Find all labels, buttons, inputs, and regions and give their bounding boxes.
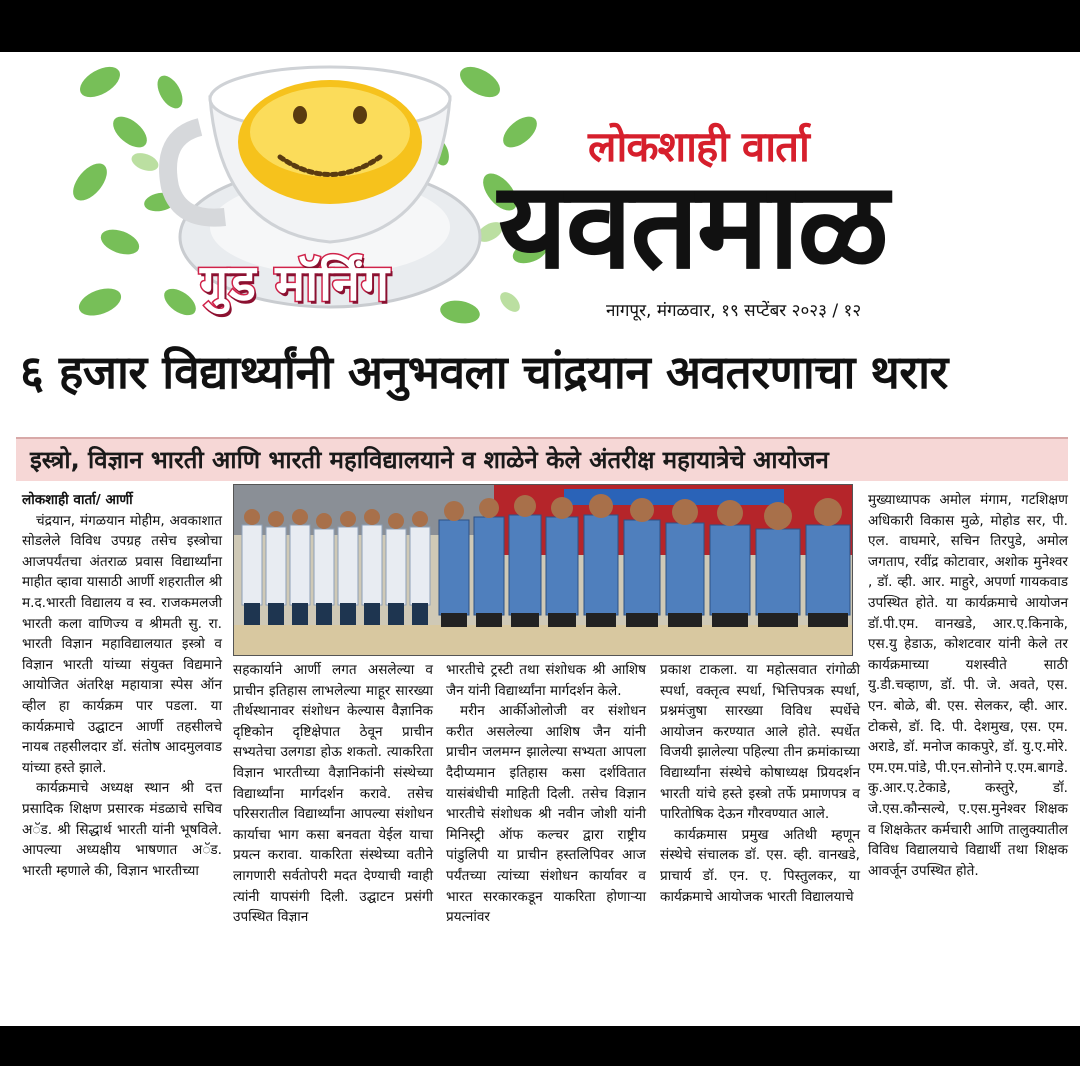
newspaper-clipping xyxy=(0,52,1080,1026)
masthead xyxy=(0,52,1080,337)
newspaper-brand-name: लोकशाही वार्ता xyxy=(588,122,809,171)
article-column-4 xyxy=(660,660,860,907)
body-paragraph: चंद्रयान, मंगळयान मोहीम, अवकाशात सोडलेले विविध उपग्रह तसेच इस्त्रोचा आजपर्यंतचा अंतराळ प्रवास विद्यार्थ्यांना माहीत व्हावा यासाठी आर्णी शहरातील श्री म.द.भारती विद्यालय व स्व. राजकमलजी भारती कला वाणिज्य व श्रीमती सु. रा. भारती विज्ञान महाविद्यालयात इस्त्रो व विज्ञान भारती यांच्या संयुक्त विद्यमाने आयोजित अंतरिक्ष महायात्रा स्पेस ऑन व्हील हा कार्यक्रम पार पडला. या कार्यक्रमाचे उद्घाटन आर्णी तहसीलचे नायब तहसीलदार डॉ. संतोष आदमुलवाड यांच्या हस्ते झाले. xyxy=(22,512,222,776)
article-headline: ६ हजार विद्यार्थ्यांनी अनुभवला चांद्रयान अवतरणाचा थरार xyxy=(20,345,948,399)
group-photo xyxy=(233,484,853,656)
body-paragraph: मुख्याध्यापक अमोल मंगाम, गटशिक्षण अधिकारी विकास मुळे, मोहोड सर, पी. एल. वाघमारे, सचिन तिरपुडे, अमोल जगताप, रवींद्र कोटावार, अशोक मुनेश्वर , डॉ. व्ही. आर. माहुरे, अपर्णा गायकवाड उपस्थित होते. या कार्यक्रमाचे आयोजन डॉ.पी.एम. वानखडे, आर.ए.किनाके, एस.यु हेडाऊ, कोशटवार यांनी केले तर कार्यक्रमाच्या यशस्वीते साठी यु.डी.चव्हाण, डॉ. पी. जे. अवते, एस. एन. बोळे, बी. एस. सेलकर, व्ही. आर. टोकसे, डॉ. दि. पी. देशमुख, एस. एम. अराडे, डॉ. मनोज काकपुरे, डॉ. यु.ए.मोरे. एम.एम.पांडे, पी.एन.सोनोने ए.एम.बागडे. कु.आर.ए.टेकाडे, कस्तुरे, डॉ. जे.एस.कौन्सल्ये, ए.एस.मुनेश्वर शिक्षक व शिक्षकेतर कर्मचारी आणि तालुक्यातील विविध विद्यालयाचे विद्यार्थी तथा शिक्षक आवर्जून उपस्थित होते. xyxy=(868,492,1069,879)
body-paragraph: भारतीचे ट्रस्टी तथा संशोधक श्री आशिष जैन यांनी विद्यार्थ्यांना मार्गदर्शन केले. xyxy=(446,662,646,699)
article-column-1 xyxy=(22,490,222,881)
article-subheadline: इस्त्रो, विज्ञान भारती आणि भारती महाविद्यालयाने व शाळेने केले अंतरीक्ष महायात्रेचे आयोजन xyxy=(16,437,1068,481)
body-paragraph: सहकार्याने आर्णी लगत असलेल्या व प्राचीन इतिहास लाभलेल्या माहूर सारख्या तीर्थस्थानावर संशोधन केल्यास वैज्ञानिक दृष्टिकोन दृष्टिक्षेपात ठेवून प्राचीन सभ्यतेचा उलगडा होऊ शकतो. त्याकरिता विज्ञान भारतीच्या वैज्ञानिकांनी संस्थेच्या विद्यार्थ्यांना मार्गदर्शन करावे. तसेच परिसरातील विद्यार्थ्यांना आपल्या संशोधन कार्याचा भाग कसा बनवता येईल याचा प्रयत्न करावा. याकरिता संस्थेच्या वतीने लागणारी सर्वतोपरी मदत देण्याची ग्वाही त्यांनी यापसंगी दिली. उद्घाटन प्रसंगी उपस्थित विज्ञान xyxy=(233,662,433,926)
body-paragraph: कार्यक्रमास प्रमुख अतिथी म्हणून संस्थेचे संचालक डॉ. एस. व्ही. वानखडे, प्राचार्य डॉ. एन. ए. पिस्तुलकर, या कार्यक्रमाचे आयोजक भारती विद्यालयाचे xyxy=(660,826,860,905)
article-column-5 xyxy=(868,490,1068,881)
article-column-3 xyxy=(446,660,646,928)
body-paragraph: कार्यक्रमाचे अध्यक्ष स्थान श्री दत्त प्रसादिक शिक्षण प्रसारक मंडळाचे सचिव अॅड. श्री सिद्धार्थ भारती यांनी भूषविले. आपल्या अध्यक्षीय भाषणात अॅड. भारती म्हणाले की, विज्ञान भारतीच्या xyxy=(22,780,222,879)
group-photo-illustration xyxy=(234,485,853,656)
byline: लोकशाही वार्ता/ आर्णी xyxy=(22,492,133,508)
body-paragraph: मरीन आर्कीओलोजी वर संशोधन करीत असलेल्या आशिष जैन यांनी प्राचीन जलमग्न झालेल्या सभ्यता आपला दैदीप्यमान इतिहास कसा दर्शवितात यासंबंधीची माहिती दिली. तसेच विज्ञान भारतीचे संशोधक श्री नवीन जोशी यांनी मिनिस्ट्री ऑफ कल्चर द्वारा राष्ट्रीय पांडुलिपी या प्राचीन हस्तलिपिवर आज पर्यंतच्या त्यांच्या संशोधन कार्यावर व भारत सरकारकडून याकरिता होणाऱ्या प्रयत्नांवर xyxy=(446,703,646,926)
article-column-2 xyxy=(233,660,433,928)
dateline: नागपूर, मंगळवार, १९ सप्टेंबर २०२३ / १२ xyxy=(606,301,862,321)
good-morning-label: गुड मॉर्निंग xyxy=(200,254,391,312)
edition-title: यवतमाळ xyxy=(498,157,887,296)
body-paragraph: प्रकाश टाकला. या महोत्सवात रांगोळी स्पर्धा, वक्तृत्व स्पर्धा, भित्तिपत्रक स्पर्धा, प्रश्नमंजुषा सारख्या विविध स्पर्धेचे आयोजन करण्यात आले होते. स्पर्धेत विजयी झालेल्या पहिल्या तीन क्रमांकाच्या विद्यार्थ्यांना संस्थेचे कोषाध्यक्ष प्रियदर्शन भारती यांचे हस्ते इस्त्रो तर्फे प्रमाणपत्र व पारितोषिक देऊन गौरवण्यात आले. xyxy=(660,662,860,823)
